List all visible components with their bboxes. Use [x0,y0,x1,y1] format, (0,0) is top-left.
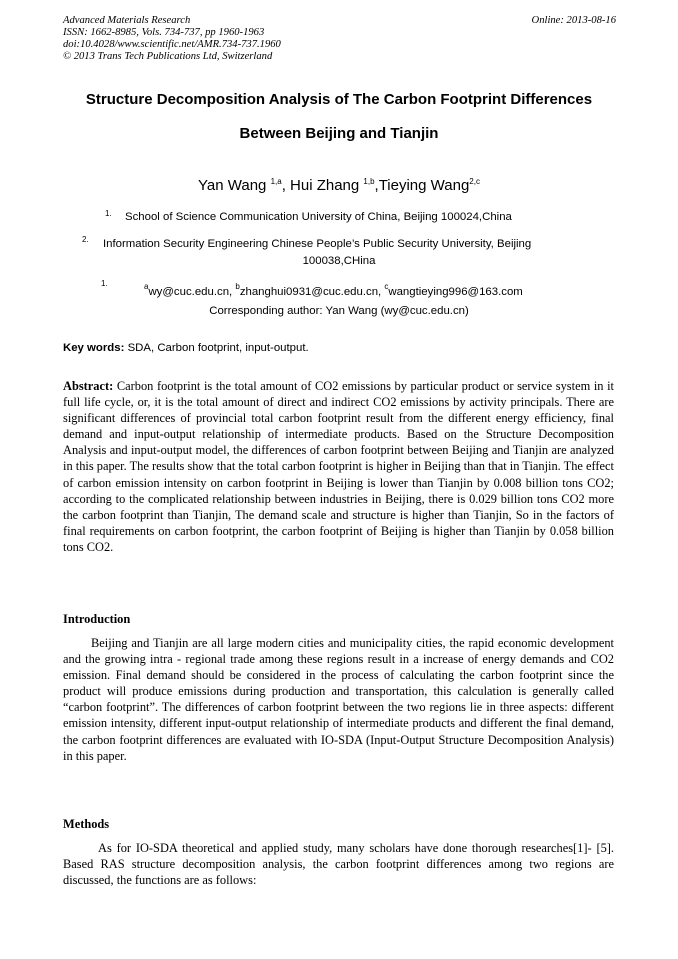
introduction-text: Beijing and Tianjin are all large modern cities and municipality cities, the rapid economic development and the growing intra - regional trade among these regions result in a increase of energy demands and CO2 emission. Final demand should be considered in the process of calculating the carbon footprint since the product will produce emissions during production and transportation, this calculation is generally called “carbon footprint”. The differences of carbon footprint between the two regions lie in three aspects: different emission intensity, different input-output relationship of intermediate products and different the final demand, the carbon footprint differences are evaluated with IO-SDA (Input-Output Structure Decomposition Analysis) in this paper. [63,636,614,763]
journal-name: Advanced Materials Research [63,15,191,26]
paper-title-line-2: Between Beijing and Tianjin [239,125,439,142]
doi-line: doi:10.4028/www.scientific.net/AMR.734-737.1960 [63,39,281,50]
keywords [63,340,309,356]
email-a: wy@cuc.edu.cn, [148,286,236,298]
methods-heading: Methods [63,817,110,831]
paper-title-line-1: Structure Decomposition Analysis of The Carbon Footprint Differences [85,91,593,108]
abstract [63,378,614,555]
email-b-sup: b [235,282,240,291]
journal-header [63,15,281,63]
corresponding-author: Corresponding author: Yan Wang (wy@cuc.edu.cn) [209,305,469,317]
email-c: wangtieying996@163.com [388,286,523,298]
issn-line: ISSN: 1662-8985, Vols. 734-737, pp 1960-1963 [63,27,265,38]
author-1: Yan Wang [198,177,271,194]
methods-text: As for IO-SDA theoretical and applied study, many scholars have done thorough researches[1]- [5]. Based RAS structure decomposition analysis, the carbon footprint differences among two regions are discussed, the functions are as follows: [63,841,614,888]
copyright-line: © 2013 Trans Tech Publications Ltd, Switzerland [63,51,273,62]
affiliation-1-number: 1. [105,209,112,218]
author-2: , Hui Zhang [281,177,364,194]
email-b: zhanghui0931@cuc.edu.cn, [239,286,385,298]
email-number: 1. [101,279,108,288]
author-3: ,Tieying Wang [374,177,470,194]
author-1-sup: 1,a [270,177,282,186]
author-3-sup: 2,c [469,177,480,186]
author-list [40,172,638,196]
email-c-sup: c [384,282,389,291]
email-line [144,279,523,300]
affiliation-2-number: 2. [82,235,89,244]
keywords-label: Key words: [63,342,125,354]
introduction-heading: Introduction [63,612,131,626]
abstract-label: Abstract: [63,379,114,393]
abstract-text: Carbon footprint is the total amount of CO2 emissions by particular product or service system in it full life cycle, or, it is the total amount of direct and indirect CO2 emissions by activity principals. There are significant differences of provincial total carbon footprint result from the different energy efficiency, final demand and input-output relationship of intermediate products. Based on the Structure Decomposition Analysis and input-output model, the differences of carbon footprint between Beijing and Tianjin are analyzed in this paper. The results show that the total carbon footprint is higher in Beijing than that in Tianjin. The effect of carbon emission intensity on carbon footprint in Beijing is lower than Tianjin by 0.008 billion tons CO2; according to the complicated relationship between industries in Beijing, there is 0.029 billion tons CO2 more the carbon footprint than Tianjin, The demand scale and structure is higher than Tianjin, So in the factors of final requirements on carbon footprint, the carbon footprint of Beijing is higher than Tianjin by 0.058 billion tons CO2. [63,379,614,554]
online-date: Online: 2013-08-16 [531,15,616,26]
affiliation-2-line-2: 100038,CHina [302,255,376,267]
email-a-sup: a [144,282,149,291]
author-2-sup: 1,b [363,177,375,186]
keywords-text: SDA, Carbon footprint, input-output. [124,342,309,354]
affiliation-1: School of Science Communication University of China, Beijing 100024,China [125,211,512,223]
affiliation-2-line-1: Information Security Engineering Chinese People’s Public Security University, Beijing [103,238,532,250]
